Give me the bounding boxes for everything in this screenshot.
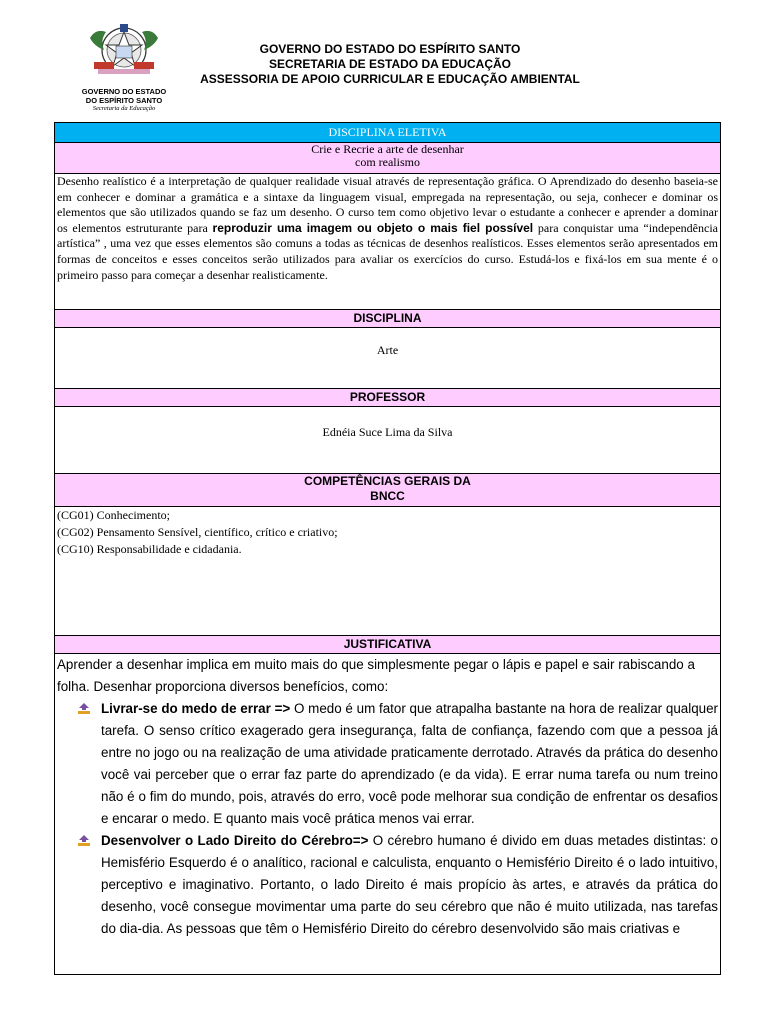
benefit-text: O cérebro humano é divido em duas metades distintas: o Hemisfério Esquerdo é o analítico, racional e calculista, enquanto o Hemisfério Direito é o lado intuitivo, perceptivo e imaginativo. Portanto, o lado Direito é mais propício às artes, e através da prática do desenho, você consegue movimentar uma parte do seu cérebro que não é muito utilizada, nas tarefas do dia-dia. As pessoas que têm o Hemisfério Direito do cérebro desenvolvido são mais criativas e [101, 833, 718, 936]
justificativa-body [55, 654, 721, 975]
competencias-heading-line1: COMPETÊNCIAS GERAIS DA [304, 474, 471, 488]
disciplina-heading: DISCIPLINA [55, 310, 721, 328]
header-line-assessoria: ASSESSORIA DE APOIO CURRICULAR E EDUCAÇÃO AMBIENTAL [200, 72, 580, 86]
competencia-item: (CG02) Pensamento Sensível, científico, crítico e criativo; [57, 525, 338, 539]
benefit-text: O medo é um fator que atrapalha bastante na hora de realizar qualquer tarefa. O senso crítico exagerado gera insegurança, falta de confiança, fazendo com que a pessoa já entre no jogo ou na realização de uma atividade praticamente derrotado. Através da prática do desenho você vai perceber que o errar faz parte do aprendizado (e da vida). E errar numa tarefa ou num treino não é o fim do mundo, pois, através do erro, você pode melhorar sua condição de enfrentar os desafios e encarar o medo. E quanto mais você prática menos vai errar. [101, 701, 718, 826]
justificativa-heading: JUSTIFICATIVA [55, 636, 721, 654]
logo-text-line1: GOVERNO DO ESTADO [81, 87, 167, 96]
document-header [0, 0, 768, 122]
header-line-secretariat: SECRETARIA DE ESTADO DA EDUCAÇÃO [268, 57, 511, 71]
logo-text-line2: DO ESPÍRITO SANTO [85, 95, 163, 105]
state-coat-of-arms-logo [76, 20, 172, 118]
professor-value: Ednéia Suce Lima da Silva [55, 407, 721, 474]
benefit-item [57, 698, 718, 830]
justificativa-intro: Aprender a desenhar implica em muito mais do que simplesmente pegar o lápis e papel e sair rabiscando a folha. Desenhar proporciona diversos benefícios, como: [57, 657, 695, 694]
discipline-title-line2: com realismo [355, 155, 420, 169]
coat-of-arms-icon [76, 20, 172, 86]
competencia-item: (CG01) Conhecimento; [57, 508, 170, 522]
discipline-title [55, 143, 721, 174]
elective-discipline-label: DISCIPLINA ELETIVA [55, 123, 721, 143]
benefit-title: Desenvolver o Lado Direito do Cérebro=> [101, 833, 369, 848]
description-text-2: para conquistar uma “independência artística” , uma vez que esses elementos são comuns a todas as técnicas de desenhos realísticos. Esses elementos serão apresentados em formas de conceitos e esses conceitos serão utilizados para avaliar os exercícios do curso. Estudá-los e fixá-los em sua mente é o primeiro passo para começar a desenhar realisticamente. [57, 220, 718, 282]
discipline-description [55, 174, 721, 310]
disciplina-value: Arte [55, 328, 721, 389]
header-line-government: GOVERNO DO ESTADO DO ESPÍRITO SANTO [259, 42, 521, 56]
elective-discipline-form [54, 122, 721, 975]
competencias-heading-line2: BNCC [370, 489, 405, 503]
professor-heading: PROFESSOR [55, 389, 721, 407]
logo-subtitle: Secretaria da Educação [92, 105, 156, 112]
competencias-heading [55, 474, 721, 507]
description-bold-text: reproduzir uma imagem ou objeto o mais fiel possível [212, 220, 534, 235]
logo-caption [76, 88, 172, 114]
competencias-list [55, 507, 721, 636]
benefit-title: Livrar-se do medo de errar => [101, 701, 291, 716]
description-text-1: Desenho realístico é a interpretação de qualquer realidade visual através de representação gráfica. O Aprendizado do desenho baseia-se em conhecer e dominar a gramática e a sintaxe da linguagem visual, empregada na representação, ou seja, conhecer e dominar os elementos que são utilizados quando se faz um desenho. O curso tem como objetivo levar o estudante a conhecer e aprender a dominar os elementos estruturante para [57, 174, 718, 235]
benefit-item [57, 830, 718, 940]
arrow-bullet-icon [77, 835, 91, 847]
discipline-title-line1: Crie e Recrie a arte de desenhar [311, 142, 464, 156]
competencia-item: (CG10) Responsabilidade e cidadania. [57, 542, 242, 556]
header-title-block [190, 42, 590, 87]
arrow-bullet-icon [77, 703, 91, 715]
